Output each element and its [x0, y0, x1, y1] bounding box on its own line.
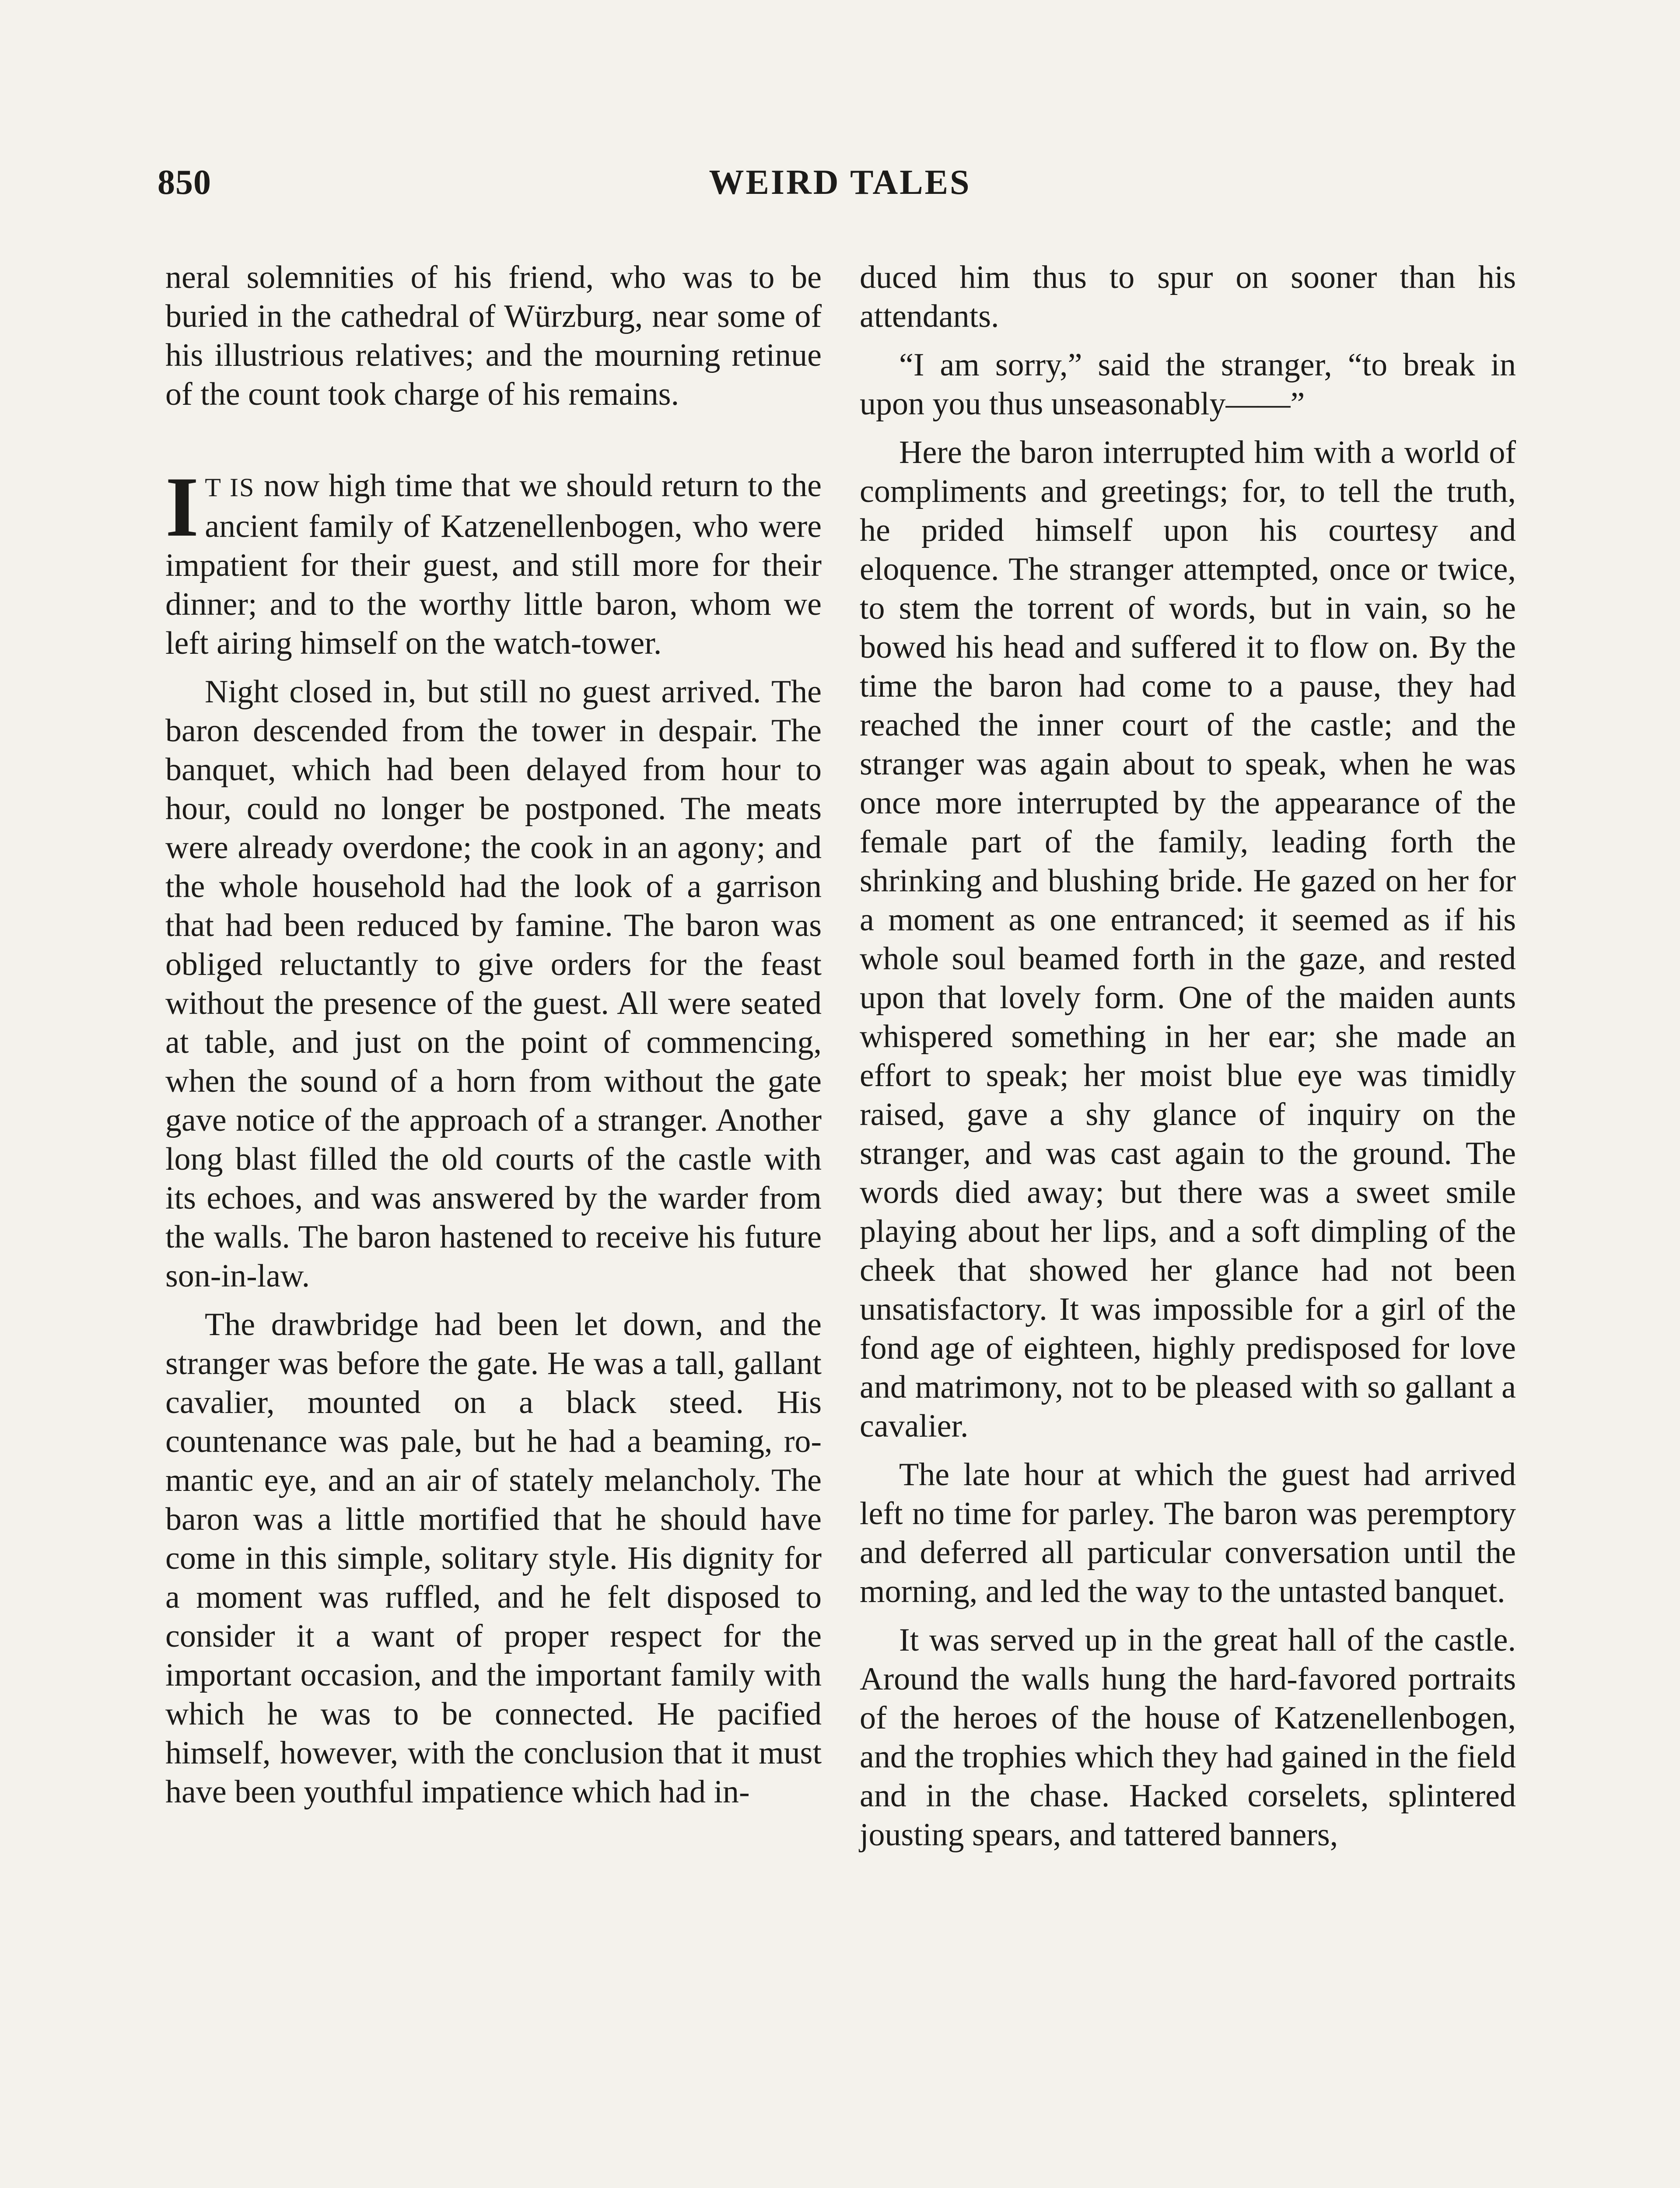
paragraph: Here the baron interrupted him with a world of compliments and greetings; for, to tell the truth, he prided himself upon his courtesy and eloquence. The stranger attempted, once or twice, to stem the torrent of words, but in vain, so he bowed his head and suffered it to flow on. By the time the baron had come to a pause, they had reached the inner court of the castle; and the stranger was again about to speak, when he was once more interrupted by the appearance of the female part of the family, leading forth the shrinking and blushing bride. He gazed on her for a moment as one entranced; it seemed as if his whole soul beamed forth in the gaze, and rested upon that lovely form. One of the maiden aunts whispered something in her ear; she made an effort to speak; her moist blue eye was timidly raised, gave a shy glance of inquiry on the stranger, and was cast again to the ground. The words died away; but there was a sweet smile playing about her lips, and a soft dimpling of the cheek that showed her glance had not been unsatisfactory. It was impossible for a girl of the fond age of eighteen, highly predisposed for love and matrimony, not to be pleased with so gallant a cavalier.	[860, 435, 1516, 1444]
small-caps-lead: T IS	[205, 473, 255, 502]
drop-cap: I	[165, 459, 199, 554]
paragraph: duced him thus to spur on sooner than his attendants.	[860, 259, 1516, 334]
paragraph-section-start	[165, 459, 822, 663]
left-column	[165, 258, 822, 1812]
paragraph: neral solemnities of his friend, who was to be buried in the cathedral of Würzburg, near some of his illustrious relatives; and the mourning retinue of the count took charge of his remains.	[165, 259, 822, 412]
page-number: 850	[158, 163, 211, 202]
paragraph: It was served up in the great hall of the castle. Around the walls hung the hard-favored portraits of the heroes of the house of Katzenellenbogen, and the trophies which they had gained in the field and in the chase. Hacked corselets, splintered jousting spears, and tattered banners,	[860, 1622, 1516, 1853]
paragraph: Night closed in, but still no guest arrived. The baron descended from the tower in despair. The banquet, which had been delayed from hour to hour, could no longer be postponed. The meats were already overdone; the cook in an agony; and the whole household had the look of a garrison that had been reduced by famine. The baron was obliged reluctantly to give orders for the feast without the presence of the guest. All were seated at table, and just on the point of commencing, when the sound of a horn from without the gate gave notice of the approach of a stranger. Another long blast filled the old courts of the castle with its echoes, and was answered by the warder from the walls. The baron hastened to receive his future son-in-law.	[165, 674, 822, 1294]
running-head-title: WEIRD TALES	[709, 163, 971, 202]
paragraph: The drawbridge had been let down, and the stranger was before the gate. He was a tall, gallant cavalier, mounted on a black steed. His countenance was pale, but he had a beaming, romantic eye, and an air of stately melancholy. The baron was a little mortified that he should have come in this simple, solitary style. His dignity for a moment was ruffled, and he felt disposed to consider it a want of proper respect for the important occasion, and the important family with which he was to be connected. He pacified himself, however, with the conclusion that it must have been youthful impatience which had in-	[165, 1307, 822, 1810]
paragraph: The late hour at which the guest had arrived left no time for parley. The baron was peremptory and deferred all particular conversation until the morning, and led the way to the untasted banquet.	[860, 1457, 1516, 1609]
paragraph: “I am sorry,” said the stranger, “to break in upon you thus unseasonably——”	[860, 347, 1516, 422]
right-column	[860, 258, 1516, 1855]
paragraph-text: now high time that we should return to the ancient family of Katzenellenbogen, who were impatient for their guest, and still more for their dinner; and to the worthy little baron, whom we left airing himself on the watch-tower.	[165, 468, 822, 661]
